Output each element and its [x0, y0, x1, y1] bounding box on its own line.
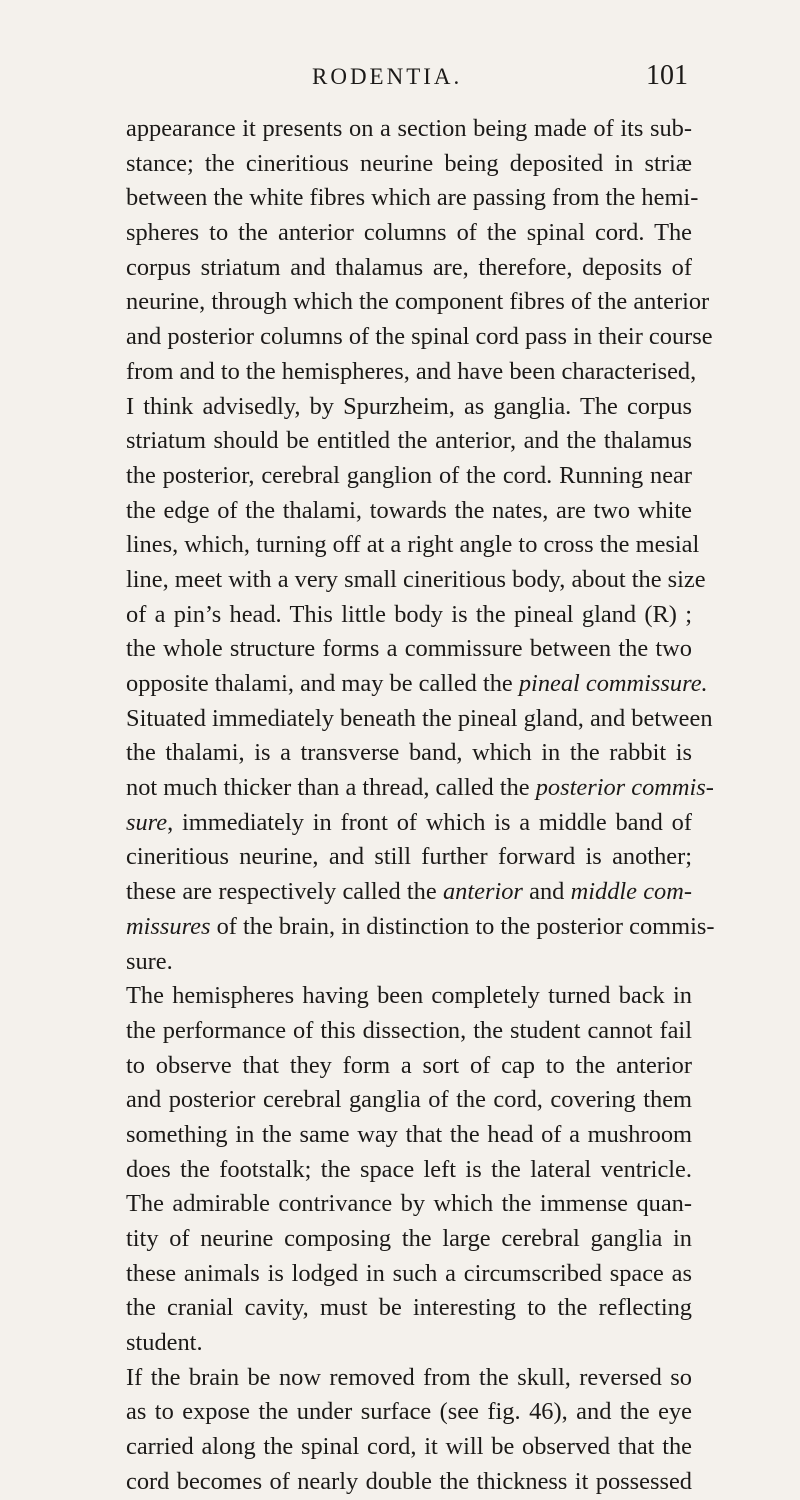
text-line: Situated immediately beneath the pineal gland, and between: [126, 704, 713, 732]
text-line: of a pin’s head. This little body is the pineal gland (R) ;: [126, 600, 692, 628]
text-line: the performance of this dissection, the student cannot fail: [126, 1016, 692, 1044]
body-text: [126, 112, 715, 1500]
text-line: [126, 875, 692, 910]
text-line: The admirable contrivance by which the immense quan-: [126, 1190, 692, 1218]
text-line: carried along the spinal cord, it will be observed that the: [126, 1433, 692, 1461]
text-segment: opposite thalami, and may be called the: [126, 670, 519, 697]
text-line: [126, 771, 714, 806]
text-line: spheres to the anterior columns of the spinal cord. The: [126, 219, 692, 247]
text-line: If the brain be now removed from the skull, reversed so: [126, 1363, 692, 1391]
italic-term-posterior-commissure: posterior commis-: [535, 774, 714, 802]
text-line: to observe that they form a sort of cap to the anterior: [126, 1051, 692, 1079]
text-line: [126, 667, 708, 702]
text-line: student.: [126, 1329, 203, 1357]
text-segment: and: [522, 878, 571, 906]
text-line: between the white fibres which are passing from the hemi-: [126, 184, 699, 212]
text-line: and posterior columns of the spinal cord pass in their course: [126, 323, 713, 351]
text-line: the thalami, is a transverse band, which in the rabbit is: [126, 739, 692, 767]
text-line: the cranial cavity, must be interesting to the reflecting: [126, 1294, 692, 1322]
text-line: I think advisedly, by Spurzheim, as ganglia. The corpus: [126, 392, 692, 420]
text-line: does the footstalk; the space left is the lateral ventricle.: [126, 1155, 692, 1183]
italic-term-sure: sure: [126, 808, 168, 836]
italic-term-anterior: anterior: [442, 878, 523, 906]
italic-term-missures: missures: [126, 912, 211, 940]
text-segment: of the brain, in distinction to the posterior commis-: [210, 912, 715, 940]
text-line: from and to the hemispheres, and have been characterised,: [126, 357, 697, 385]
text-line: tity of neurine composing the large cerebral ganglia in: [126, 1225, 692, 1252]
text-line: the posterior, cerebral ganglion of the cord. Running near: [126, 461, 692, 489]
text-line: [126, 910, 715, 945]
text-segment: not much thicker than a thread, called the: [126, 774, 536, 802]
running-title: RODENTIA.: [312, 64, 463, 89]
running-head: [126, 62, 688, 98]
text-line: as to expose the under surface (see fig. 46), and the eye: [126, 1398, 692, 1426]
text-line: something in the same way that the head of a mushroom: [126, 1120, 692, 1148]
text-line: cord becomes of nearly double the thickness it possessed: [126, 1467, 692, 1495]
text-line: neurine, through which the component fibres of the anterior: [126, 288, 710, 316]
text-segment: , immediately in front of which is a middle band of: [167, 808, 692, 836]
text-line: and posterior cerebral ganglia of the cord, covering them: [126, 1086, 692, 1114]
text-line: corpus striatum and thalamus are, therefore, deposits of: [126, 253, 692, 281]
text-line: cineritious neurine, and still further forward is another;: [126, 843, 692, 871]
text-line: The hemispheres having been completely turned back in: [126, 982, 692, 1010]
text-line: line, meet with a very small cineritious body, about the size: [126, 565, 706, 593]
italic-term-middle-commissure: middle com-: [570, 878, 692, 906]
text-line: lines, which, turning off at a right angle to cross the mesial: [126, 531, 700, 559]
text-segment: these are respectively called the: [126, 878, 443, 906]
text-line: these animals is lodged in such a circumscribed space as: [126, 1259, 692, 1287]
italic-term-pineal-commissure: pineal commissure.: [518, 670, 708, 697]
text-line: the edge of the thalami, towards the nates, are two white: [126, 496, 692, 524]
text-line: sure.: [126, 947, 173, 975]
text-line: appearance it presents on a section being made of its sub-: [126, 115, 692, 142]
text-line: striatum should be entitled the anterior, and the thalamus: [126, 427, 692, 455]
text-line: stance; the cineritious neurine being deposited in striæ: [126, 149, 692, 177]
text-line: the whole structure forms a commissure between the two: [126, 635, 692, 663]
text-line: [126, 806, 692, 841]
page-number: 101: [646, 60, 688, 91]
